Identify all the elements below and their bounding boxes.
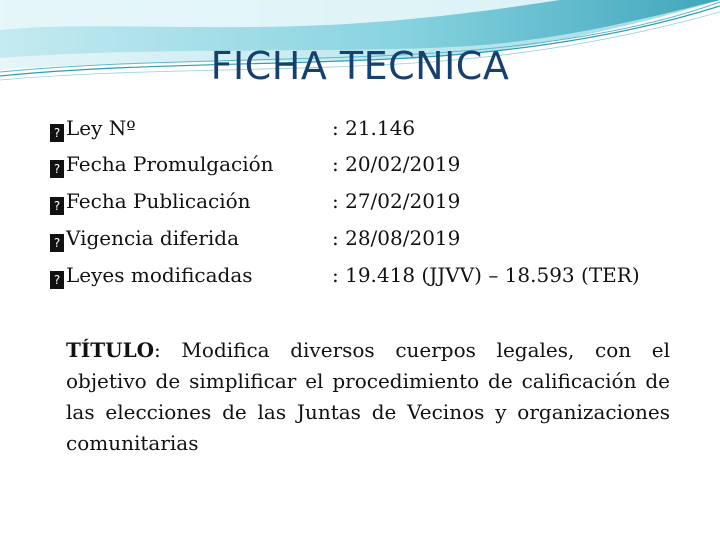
slide-title: FICHA TECNICA — [210, 44, 510, 88]
field-value: : 27/02/2019 — [332, 189, 461, 213]
field-label: Ley Nº — [66, 116, 136, 140]
bullet-icon: ? — [50, 197, 64, 215]
bullet-icon: ? — [50, 124, 64, 142]
field-value: : 19.418 (JJVV) – 18.593 (TER) — [332, 263, 640, 287]
field-label: Fecha Promulgación — [66, 152, 274, 176]
field-value: : 21.146 — [332, 116, 416, 140]
field-value: : 28/08/2019 — [332, 226, 461, 250]
field-label: Leyes modificadas — [66, 263, 253, 287]
field-label: Vigencia diferida — [66, 226, 240, 250]
field-row-leyes-modificadas — [50, 257, 640, 293]
bullet-icon: ? — [50, 234, 64, 252]
field-row-vigencia-diferida — [50, 220, 461, 256]
titulo-label: TÍTULO — [66, 338, 155, 362]
bullet-icon: ? — [50, 160, 64, 178]
titulo-paragraph — [66, 335, 670, 459]
field-row-ley — [50, 110, 416, 146]
field-row-fecha-promulgacion — [50, 146, 461, 182]
bullet-icon: ? — [50, 271, 64, 289]
field-label: Fecha Publicación — [66, 189, 251, 213]
field-value: : 20/02/2019 — [332, 152, 461, 176]
titulo-text: : Modifica diversos cuerpos legales, con el objetivo de simplificar el procedimiento de calificación de las elecciones de las Juntas de Vecinos y organizaciones comunitarias — [66, 338, 670, 455]
field-row-fecha-publicacion — [50, 183, 461, 219]
